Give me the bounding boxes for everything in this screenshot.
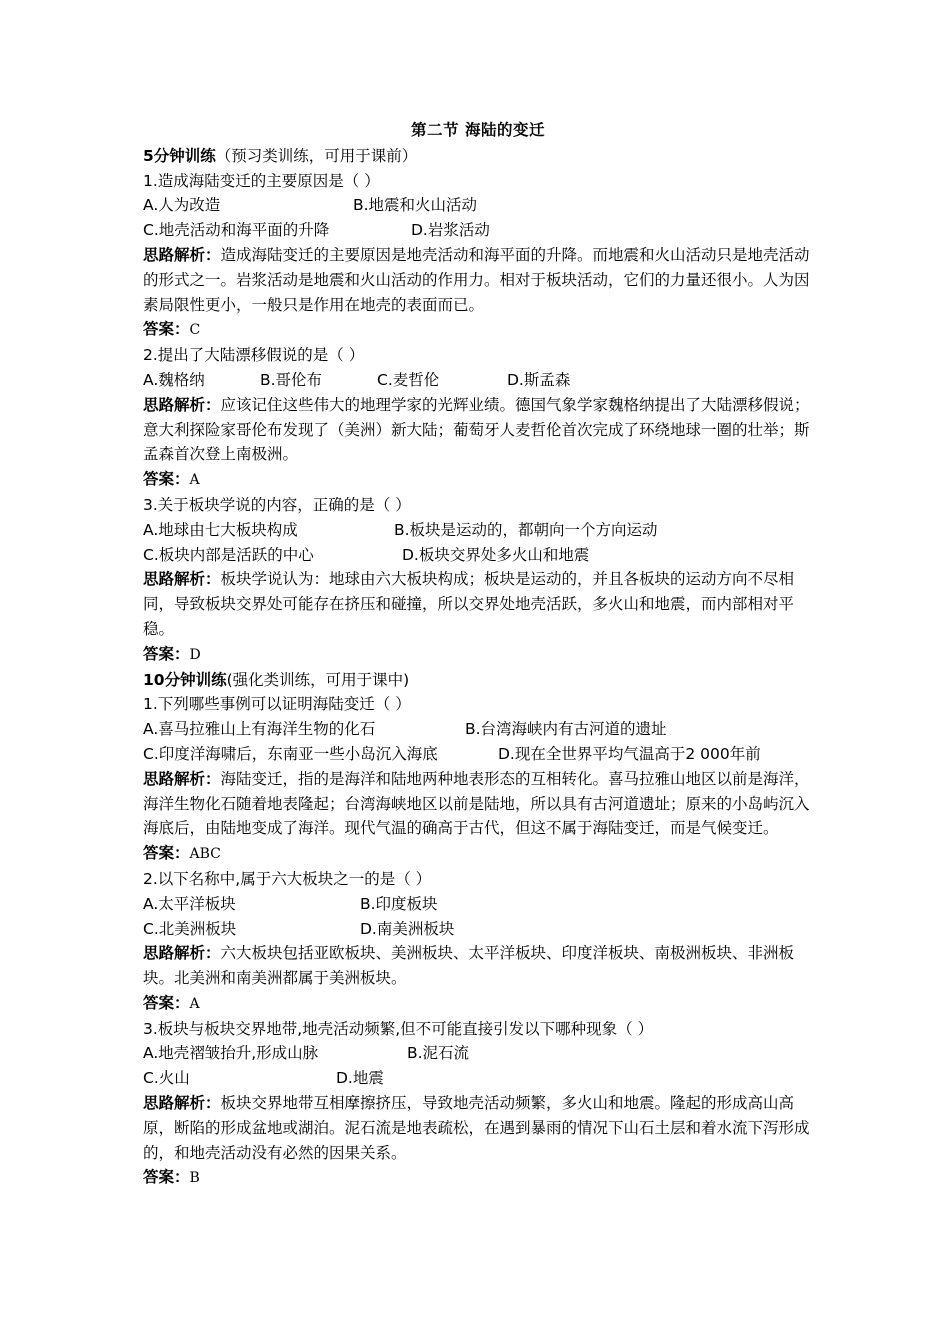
option-d: D.板块交界处多火山和地震 [402, 545, 590, 564]
analysis [143, 567, 813, 641]
option-b: B.板块是运动的，都朝向一个方向运动 [394, 520, 658, 539]
answer [143, 1165, 813, 1191]
option-d: D.岩浆活动 [411, 221, 490, 240]
question-stem: 1.下列哪些事例可以证明海陆变迁（ ） [143, 695, 411, 714]
answer-label: 答案： [143, 844, 190, 863]
analysis [143, 941, 813, 991]
answer [143, 317, 813, 343]
option-b: B.印度板块 [360, 894, 438, 913]
question-stem: 3.板块与板块交界地带,地壳活动频繁,但不可能直接引发以下哪种现象（ ） [143, 1019, 654, 1038]
option-row [143, 917, 813, 942]
analysis-label: 思路解析： [143, 944, 221, 963]
answer-label: 答案： [143, 1168, 190, 1187]
answer [143, 467, 813, 493]
option-row [143, 193, 813, 218]
answer-label: 答案： [143, 644, 190, 663]
answer-value: C [189, 322, 201, 339]
analysis-text: 造成海陆变迁的主要原因是地壳活动和海平面的升降。而地震和火山活动只是地壳活动的形式之一。岩浆活动是地震和火山活动的作用力。相对于板块活动，它们的力量还很小。人为因素局限性更小，一般只是作用在地壳的表面而已。 [143, 245, 810, 314]
option-a: A.太平洋板块 [143, 894, 236, 913]
analysis-label: 思路解析： [143, 769, 221, 788]
analysis-label: 思路解析： [143, 395, 221, 414]
option-row [143, 368, 813, 393]
analysis [143, 767, 813, 841]
section-heading-note: （预习类训练，可用于课前） [215, 146, 418, 165]
option-row [143, 518, 813, 543]
question-stem: 3.关于板块学说的内容，正确的是（ ） [143, 495, 411, 514]
option-row [143, 218, 813, 243]
answer [143, 642, 813, 668]
option-a: A.地球由七大板块构成 [143, 520, 298, 539]
option-a: A.喜马拉雅山上有海洋生物的化石 [143, 720, 376, 739]
analysis-text: 板块交界地带互相摩擦挤压，导致地壳活动频繁，多火山和地震。隆起的形成高山高原，断陷的形成盆地或湖泊。泥石流是地表疏松，在遇到暴雨的情况下山石土层和着水流下泻形成的，和地壳活动没有必然的因果关系。 [143, 1094, 810, 1162]
option-d: D.斯孟森 [507, 370, 571, 389]
answer-value: A [189, 472, 200, 489]
option-row [143, 1066, 813, 1091]
option-row [143, 892, 813, 917]
analysis-text: 应该记住这些伟大的地理学家的光辉业绩。德国气象学家魏格纳提出了大陆漂移假说；意大利探险家哥伦布发现了（美洲）新大陆；葡萄牙人麦哲伦首次完成了环绕地球一圈的壮举；斯孟森首次登上南极洲。 [143, 395, 810, 464]
analysis-label: 思路解析： [143, 245, 221, 264]
option-b: B.台湾海峡内有古河道的遗址 [465, 720, 667, 739]
section-heading-bold: 10分钟训练 [143, 670, 227, 689]
section-heading-note: (强化类训练，可用于课中) [226, 670, 410, 689]
answer-value: A [189, 995, 200, 1012]
option-d: D.现在全世界平均气温高于2 000年前 [498, 744, 761, 763]
analysis-text: 六大板块包括亚欧板块、美洲板块、太平洋板块、印度洋板块、南极洲板块、非洲板块。北美洲和南美洲都属于美洲板块。 [143, 944, 795, 988]
option-row [143, 1041, 813, 1066]
document-page [143, 118, 813, 1191]
option-c: C.麦哲伦 [377, 370, 440, 389]
answer-value: ABC [189, 846, 221, 863]
answer-value: B [189, 1170, 200, 1187]
answer-label: 答案： [143, 993, 190, 1012]
section-heading-5min [143, 144, 813, 169]
option-b: B.泥石流 [407, 1044, 470, 1063]
answer [143, 991, 813, 1017]
analysis-text: 海陆变迁，指的是海洋和陆地两种地表形态的互相转化。喜马拉雅山地区以前是海洋，海洋生物化石随着地表隆起；台湾海峡地区以前是陆地，所以具有古河道遗址；原来的小岛屿沉入海底后，由陆地变成了海洋。现代气温的确高于古代，但这不属于海陆变迁，而是气候变迁。 [143, 769, 810, 838]
question-stem: 1.造成海陆变迁的主要原因是（ ） [143, 171, 380, 190]
analysis [143, 393, 813, 467]
analysis-label: 思路解析： [143, 1094, 221, 1113]
option-a: A.魏格纳 [143, 370, 205, 389]
analysis-text: 板块学说认为：地球由六大板块构成；板块是运动的，并且各板块的运动方向不尽相同，导致板块交界处可能存在挤压和碰撞，所以交界处地壳活跃，多火山和地震，而内部相对平稳。 [143, 570, 795, 638]
option-b: B.哥伦布 [260, 370, 323, 389]
answer-label: 答案： [143, 320, 190, 339]
analysis-label: 思路解析： [143, 570, 221, 589]
section-heading-10min [143, 668, 813, 693]
option-a: A.地壳褶皱抬升,形成山脉 [143, 1044, 319, 1063]
section-heading-bold: 5分钟训练 [143, 146, 216, 165]
option-c: C.地壳活动和海平面的升降 [143, 221, 330, 240]
option-row [143, 543, 813, 568]
option-d: D.地震 [336, 1069, 384, 1088]
option-c: C.板块内部是活跃的中心 [143, 545, 314, 564]
option-d: D.南美洲板块 [360, 919, 455, 938]
answer-label: 答案： [143, 470, 190, 489]
answer-value: D [189, 646, 201, 663]
option-c: C.印度洋海啸后，东南亚一些小岛沉入海底 [143, 744, 438, 763]
option-c: C.火山 [143, 1069, 190, 1088]
question-stem: 2.以下名称中,属于六大板块之一的是（ ） [143, 869, 432, 888]
question-stem: 2.提出了大陆漂移假说的是（ ） [143, 346, 365, 365]
page-title: 第二节 海陆的变迁 [411, 121, 545, 139]
option-c: C.北美洲板块 [143, 919, 237, 938]
answer [143, 841, 813, 867]
option-row [143, 742, 813, 767]
option-row [143, 717, 813, 742]
analysis [143, 1091, 813, 1165]
analysis [143, 243, 813, 317]
option-a: A.人为改造 [143, 196, 221, 215]
option-b: B.地震和火山活动 [353, 196, 478, 215]
